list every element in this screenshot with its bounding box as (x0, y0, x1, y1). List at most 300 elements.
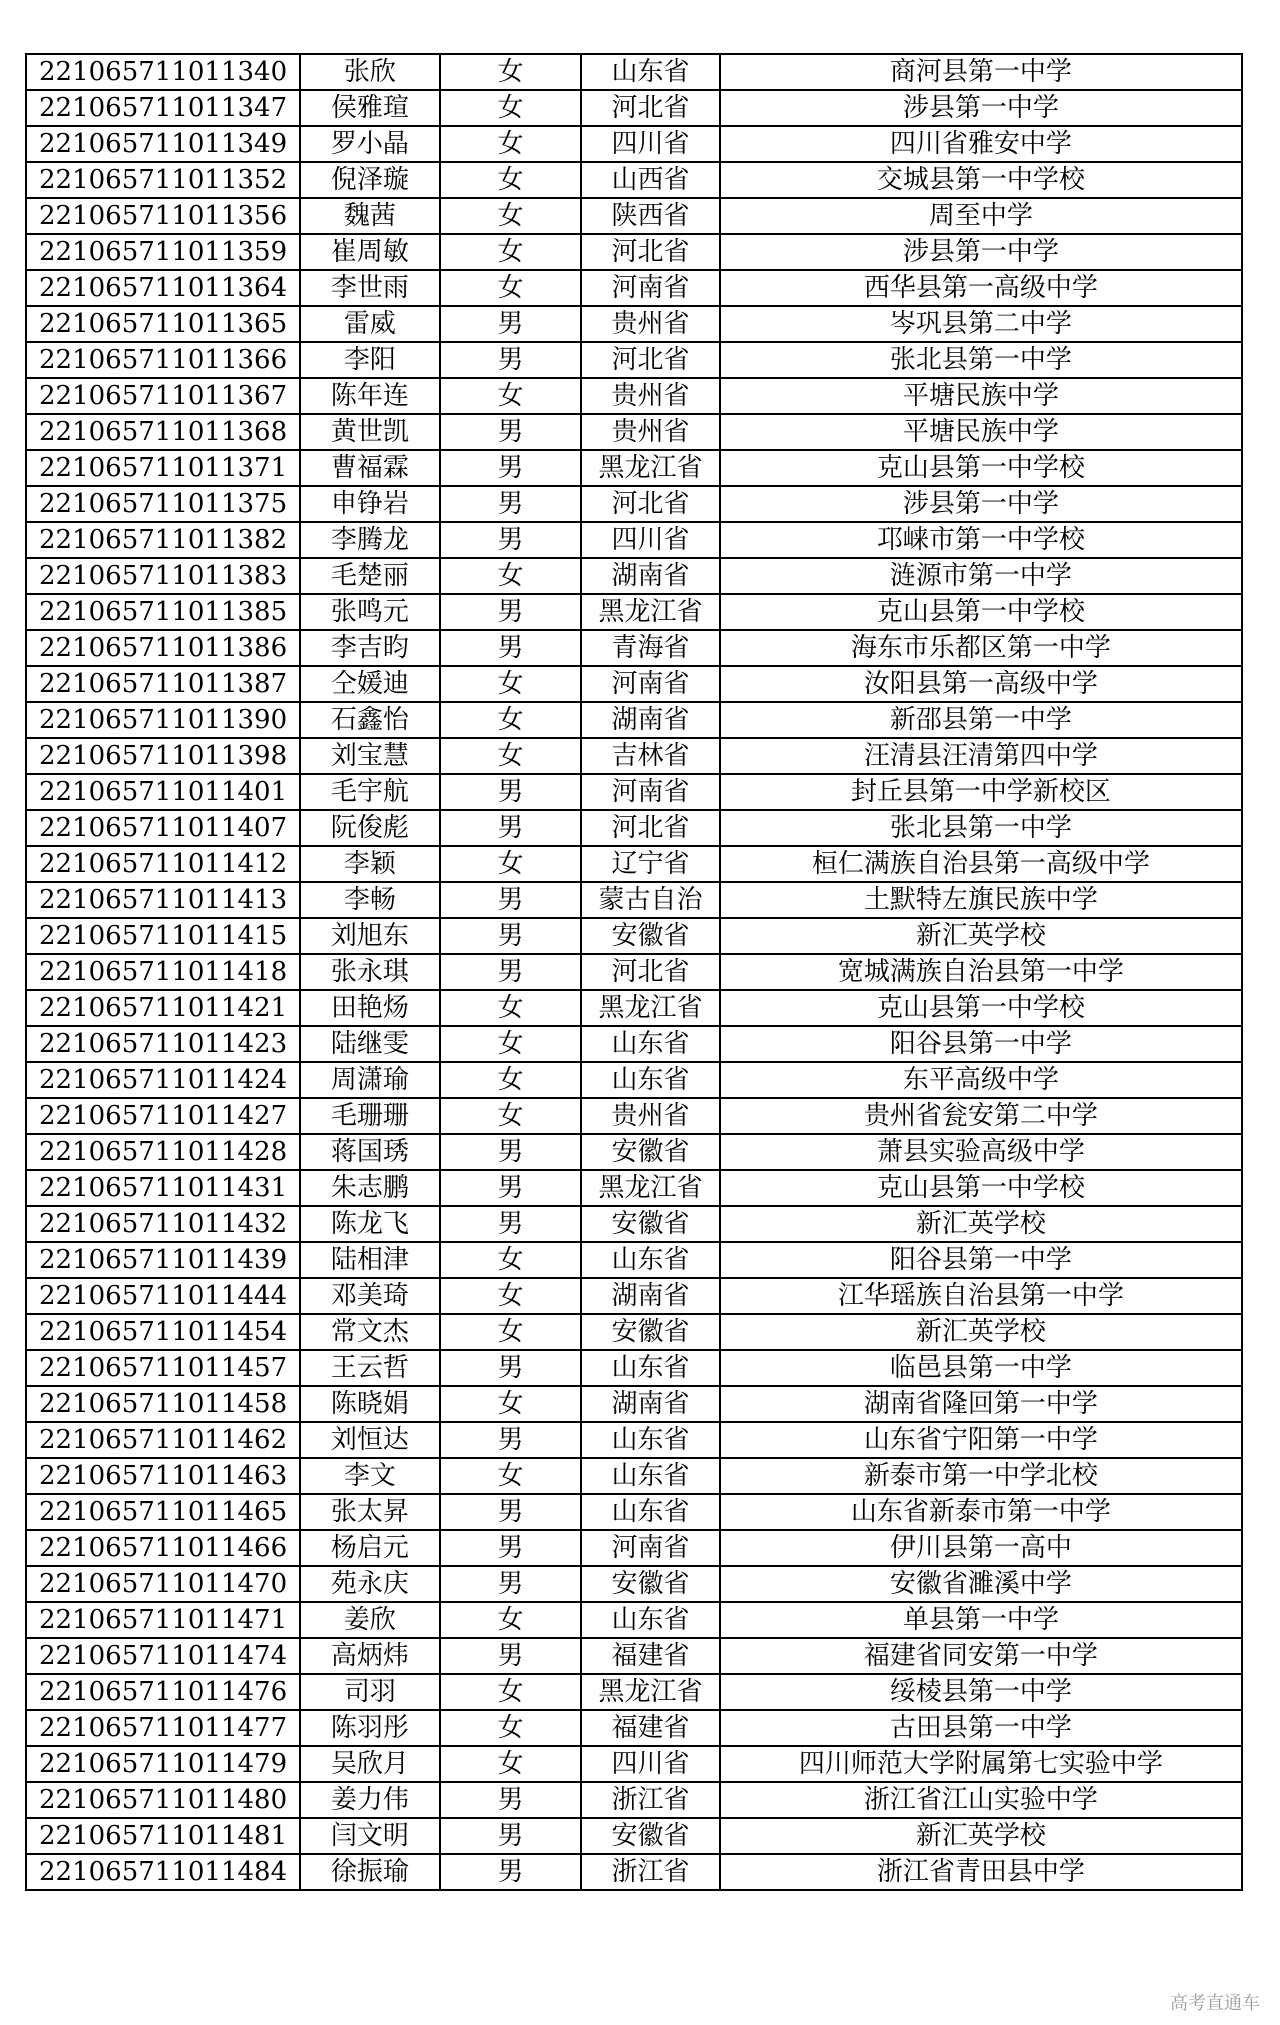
table-row (26, 126, 1242, 162)
name-cell: 姜欣 (300, 1602, 440, 1638)
table-row (26, 1782, 1242, 1818)
table-row (26, 594, 1242, 630)
gender-cell: 女 (440, 702, 582, 738)
candidate-id-cell: 221065711011474 (26, 1638, 300, 1674)
province-cell: 黑龙江省 (581, 1170, 720, 1206)
name-cell: 陆相津 (300, 1242, 440, 1278)
province-cell: 黑龙江省 (581, 990, 720, 1026)
candidate-id-cell: 221065711011365 (26, 306, 300, 342)
province-cell: 河南省 (581, 666, 720, 702)
candidate-id-cell: 221065711011439 (26, 1242, 300, 1278)
table-row (26, 630, 1242, 666)
school-cell: 新汇英学校 (720, 1818, 1242, 1854)
table-row (26, 234, 1242, 270)
school-cell: 新汇英学校 (720, 1314, 1242, 1350)
gender-cell: 女 (440, 1242, 582, 1278)
table-row (26, 990, 1242, 1026)
gender-cell: 女 (440, 1674, 582, 1710)
name-cell: 李颖 (300, 846, 440, 882)
table-row (26, 1386, 1242, 1422)
table-row (26, 882, 1242, 918)
name-cell: 罗小晶 (300, 126, 440, 162)
name-cell: 蒋国琇 (300, 1134, 440, 1170)
province-cell: 安徽省 (581, 1134, 720, 1170)
name-cell: 陈龙飞 (300, 1206, 440, 1242)
school-cell: 邛崃市第一中学校 (720, 522, 1242, 558)
province-cell: 青海省 (581, 630, 720, 666)
school-cell: 四川师范大学附属第七实验中学 (720, 1746, 1242, 1782)
school-cell: 海东市乐都区第一中学 (720, 630, 1242, 666)
province-cell: 山东省 (581, 1242, 720, 1278)
school-cell: 阳谷县第一中学 (720, 1242, 1242, 1278)
name-cell: 崔周敏 (300, 234, 440, 270)
name-cell: 徐振瑜 (300, 1854, 440, 1890)
province-cell: 山东省 (581, 1026, 720, 1062)
table-row (26, 342, 1242, 378)
name-cell: 高炳炜 (300, 1638, 440, 1674)
candidate-id-cell: 221065711011432 (26, 1206, 300, 1242)
school-cell: 湖南省隆回第一中学 (720, 1386, 1242, 1422)
province-cell: 河北省 (581, 234, 720, 270)
school-cell: 交城县第一中学校 (720, 162, 1242, 198)
province-cell: 河北省 (581, 486, 720, 522)
gender-cell: 女 (440, 1386, 582, 1422)
candidate-id-cell: 221065711011385 (26, 594, 300, 630)
gender-cell: 女 (440, 1602, 582, 1638)
gender-cell: 女 (440, 54, 582, 90)
school-cell: 平塘民族中学 (720, 414, 1242, 450)
gender-cell: 男 (440, 306, 582, 342)
school-cell: 山东省新泰市第一中学 (720, 1494, 1242, 1530)
province-cell: 陕西省 (581, 198, 720, 234)
gender-cell: 女 (440, 90, 582, 126)
name-cell: 黄世凯 (300, 414, 440, 450)
candidate-id-cell: 221065711011368 (26, 414, 300, 450)
name-cell: 李阳 (300, 342, 440, 378)
school-cell: 新邵县第一中学 (720, 702, 1242, 738)
candidate-id-cell: 221065711011359 (26, 234, 300, 270)
candidate-id-cell: 221065711011462 (26, 1422, 300, 1458)
table-row (26, 306, 1242, 342)
school-cell: 阳谷县第一中学 (720, 1026, 1242, 1062)
table-row (26, 1818, 1242, 1854)
name-cell: 申铮岩 (300, 486, 440, 522)
school-cell: 平塘民族中学 (720, 378, 1242, 414)
name-cell: 陈年连 (300, 378, 440, 414)
table-row (26, 774, 1242, 810)
gender-cell: 男 (440, 630, 582, 666)
province-cell: 河南省 (581, 270, 720, 306)
school-cell: 涉县第一中学 (720, 90, 1242, 126)
gender-cell: 女 (440, 1458, 582, 1494)
gender-cell: 女 (440, 1746, 582, 1782)
candidate-id-cell: 221065711011421 (26, 990, 300, 1026)
school-cell: 浙江省青田县中学 (720, 1854, 1242, 1890)
gender-cell: 女 (440, 198, 582, 234)
gender-cell: 男 (440, 450, 582, 486)
candidate-id-cell: 221065711011418 (26, 954, 300, 990)
name-cell: 李畅 (300, 882, 440, 918)
table-row (26, 1278, 1242, 1314)
candidate-id-cell: 221065711011454 (26, 1314, 300, 1350)
name-cell: 杨启元 (300, 1530, 440, 1566)
table-row (26, 1350, 1242, 1386)
table-row (26, 666, 1242, 702)
province-cell: 黑龙江省 (581, 594, 720, 630)
school-cell: 伊川县第一高中 (720, 1530, 1242, 1566)
gender-cell: 男 (440, 1818, 582, 1854)
school-cell: 周至中学 (720, 198, 1242, 234)
name-cell: 邓美琦 (300, 1278, 440, 1314)
province-cell: 四川省 (581, 522, 720, 558)
school-cell: 涉县第一中学 (720, 234, 1242, 270)
table-row (26, 1494, 1242, 1530)
name-cell: 石鑫怡 (300, 702, 440, 738)
province-cell: 安徽省 (581, 1206, 720, 1242)
name-cell: 常文杰 (300, 1314, 440, 1350)
school-cell: 克山县第一中学校 (720, 450, 1242, 486)
province-cell: 河北省 (581, 810, 720, 846)
gender-cell: 男 (440, 954, 582, 990)
province-cell: 安徽省 (581, 1818, 720, 1854)
table-row (26, 1746, 1242, 1782)
province-cell: 湖南省 (581, 558, 720, 594)
province-cell: 湖南省 (581, 702, 720, 738)
name-cell: 魏茜 (300, 198, 440, 234)
name-cell: 张太昇 (300, 1494, 440, 1530)
school-cell: 临邑县第一中学 (720, 1350, 1242, 1386)
candidate-id-cell: 221065711011383 (26, 558, 300, 594)
province-cell: 福建省 (581, 1710, 720, 1746)
gender-cell: 女 (440, 738, 582, 774)
name-cell: 毛珊珊 (300, 1098, 440, 1134)
province-cell: 吉林省 (581, 738, 720, 774)
school-cell: 福建省同安第一中学 (720, 1638, 1242, 1674)
province-cell: 安徽省 (581, 918, 720, 954)
school-cell: 安徽省濉溪中学 (720, 1566, 1242, 1602)
school-cell: 商河县第一中学 (720, 54, 1242, 90)
table-row (26, 1098, 1242, 1134)
name-cell: 雷威 (300, 306, 440, 342)
school-cell: 浙江省江山实验中学 (720, 1782, 1242, 1818)
name-cell: 李吉昀 (300, 630, 440, 666)
name-cell: 张鸣元 (300, 594, 440, 630)
gender-cell: 女 (440, 1062, 582, 1098)
province-cell: 山东省 (581, 1494, 720, 1530)
candidate-id-cell: 221065711011479 (26, 1746, 300, 1782)
table-row (26, 1242, 1242, 1278)
candidate-id-cell: 221065711011382 (26, 522, 300, 558)
province-cell: 贵州省 (581, 378, 720, 414)
gender-cell: 女 (440, 270, 582, 306)
table-row (26, 90, 1242, 126)
school-cell: 汪清县汪清第四中学 (720, 738, 1242, 774)
candidate-id-cell: 221065711011471 (26, 1602, 300, 1638)
candidate-id-cell: 221065711011477 (26, 1710, 300, 1746)
school-cell: 绥棱县第一中学 (720, 1674, 1242, 1710)
candidate-id-cell: 221065711011352 (26, 162, 300, 198)
name-cell: 田艳炀 (300, 990, 440, 1026)
candidate-id-cell: 221065711011398 (26, 738, 300, 774)
candidate-id-cell: 221065711011387 (26, 666, 300, 702)
watermark-text: 高考直通车 (1170, 1993, 1260, 2014)
province-cell: 河南省 (581, 774, 720, 810)
table-row (26, 1638, 1242, 1674)
candidate-id-cell: 221065711011371 (26, 450, 300, 486)
school-cell: 新泰市第一中学北校 (720, 1458, 1242, 1494)
candidate-id-cell: 221065711011375 (26, 486, 300, 522)
gender-cell: 男 (440, 342, 582, 378)
candidate-id-cell: 221065711011364 (26, 270, 300, 306)
gender-cell: 女 (440, 1098, 582, 1134)
name-cell: 李世雨 (300, 270, 440, 306)
school-cell: 贵州省瓮安第二中学 (720, 1098, 1242, 1134)
school-cell: 萧县实验高级中学 (720, 1134, 1242, 1170)
gender-cell: 女 (440, 558, 582, 594)
gender-cell: 男 (440, 1854, 582, 1890)
province-cell: 湖南省 (581, 1278, 720, 1314)
name-cell: 张永琪 (300, 954, 440, 990)
candidate-id-cell: 221065711011480 (26, 1782, 300, 1818)
school-cell: 新汇英学校 (720, 918, 1242, 954)
province-cell: 河北省 (581, 954, 720, 990)
candidate-id-cell: 221065711011423 (26, 1026, 300, 1062)
school-cell: 涟源市第一中学 (720, 558, 1242, 594)
table-row (26, 1422, 1242, 1458)
province-cell: 贵州省 (581, 414, 720, 450)
gender-cell: 女 (440, 1278, 582, 1314)
school-cell: 汝阳县第一高级中学 (720, 666, 1242, 702)
table-row (26, 378, 1242, 414)
name-cell: 毛楚丽 (300, 558, 440, 594)
gender-cell: 女 (440, 234, 582, 270)
table-row (26, 1674, 1242, 1710)
school-cell: 张北县第一中学 (720, 342, 1242, 378)
province-cell: 浙江省 (581, 1782, 720, 1818)
province-cell: 山东省 (581, 54, 720, 90)
candidate-id-cell: 221065711011424 (26, 1062, 300, 1098)
province-cell: 浙江省 (581, 1854, 720, 1890)
table-row (26, 1602, 1242, 1638)
gender-cell: 男 (440, 918, 582, 954)
gender-cell: 男 (440, 1530, 582, 1566)
province-cell: 蒙古自治 (581, 882, 720, 918)
name-cell: 闫文明 (300, 1818, 440, 1854)
table-row (26, 450, 1242, 486)
name-cell: 司羽 (300, 1674, 440, 1710)
table-row (26, 738, 1242, 774)
table-row (26, 162, 1242, 198)
table-row (26, 1206, 1242, 1242)
gender-cell: 男 (440, 414, 582, 450)
province-cell: 贵州省 (581, 1098, 720, 1134)
table-row (26, 1170, 1242, 1206)
table-row (26, 702, 1242, 738)
candidate-id-cell: 221065711011466 (26, 1530, 300, 1566)
table-row (26, 1062, 1242, 1098)
school-cell: 单县第一中学 (720, 1602, 1242, 1638)
table-row (26, 1854, 1242, 1890)
name-cell: 仝媛迪 (300, 666, 440, 702)
gender-cell: 男 (440, 882, 582, 918)
school-cell: 东平高级中学 (720, 1062, 1242, 1098)
name-cell: 李文 (300, 1458, 440, 1494)
candidate-id-cell: 221065711011431 (26, 1170, 300, 1206)
school-cell: 土默特左旗民族中学 (720, 882, 1242, 918)
province-cell: 辽宁省 (581, 846, 720, 882)
name-cell: 张欣 (300, 54, 440, 90)
candidate-id-cell: 221065711011340 (26, 54, 300, 90)
candidate-id-cell: 221065711011476 (26, 1674, 300, 1710)
candidate-id-cell: 221065711011349 (26, 126, 300, 162)
school-cell: 江华瑶族自治县第一中学 (720, 1278, 1242, 1314)
name-cell: 阮俊彪 (300, 810, 440, 846)
gender-cell: 男 (440, 1170, 582, 1206)
school-cell: 四川省雅安中学 (720, 126, 1242, 162)
gender-cell: 女 (440, 846, 582, 882)
table-row (26, 1134, 1242, 1170)
province-cell: 山东省 (581, 1458, 720, 1494)
candidate-id-cell: 221065711011347 (26, 90, 300, 126)
gender-cell: 男 (440, 1566, 582, 1602)
province-cell: 福建省 (581, 1638, 720, 1674)
gender-cell: 男 (440, 1494, 582, 1530)
roster-sheet (25, 53, 1243, 1891)
province-cell: 四川省 (581, 1746, 720, 1782)
candidate-id-cell: 221065711011390 (26, 702, 300, 738)
table-row (26, 1026, 1242, 1062)
name-cell: 陈羽彤 (300, 1710, 440, 1746)
table-row (26, 1314, 1242, 1350)
school-cell: 宽城满族自治县第一中学 (720, 954, 1242, 990)
name-cell: 苑永庆 (300, 1566, 440, 1602)
school-cell: 张北县第一中学 (720, 810, 1242, 846)
gender-cell: 男 (440, 594, 582, 630)
name-cell: 曹福霖 (300, 450, 440, 486)
table-row (26, 54, 1242, 90)
candidate-id-cell: 221065711011412 (26, 846, 300, 882)
candidate-id-cell: 221065711011415 (26, 918, 300, 954)
candidate-id-cell: 221065711011463 (26, 1458, 300, 1494)
province-cell: 山西省 (581, 162, 720, 198)
school-cell: 封丘县第一中学新校区 (720, 774, 1242, 810)
gender-cell: 女 (440, 378, 582, 414)
table-row (26, 846, 1242, 882)
table-row (26, 558, 1242, 594)
province-cell: 黑龙江省 (581, 450, 720, 486)
name-cell: 倪泽璇 (300, 162, 440, 198)
table-row (26, 522, 1242, 558)
school-cell: 涉县第一中学 (720, 486, 1242, 522)
table-row (26, 1566, 1242, 1602)
name-cell: 刘宝慧 (300, 738, 440, 774)
province-cell: 贵州省 (581, 306, 720, 342)
school-cell: 克山县第一中学校 (720, 990, 1242, 1026)
gender-cell: 女 (440, 666, 582, 702)
province-cell: 山东省 (581, 1602, 720, 1638)
gender-cell: 男 (440, 1206, 582, 1242)
gender-cell: 男 (440, 1350, 582, 1386)
name-cell: 李腾龙 (300, 522, 440, 558)
province-cell: 黑龙江省 (581, 1674, 720, 1710)
gender-cell: 男 (440, 1638, 582, 1674)
province-cell: 河南省 (581, 1530, 720, 1566)
candidate-id-cell: 221065711011481 (26, 1818, 300, 1854)
candidate-id-cell: 221065711011386 (26, 630, 300, 666)
name-cell: 刘旭东 (300, 918, 440, 954)
candidate-id-cell: 221065711011356 (26, 198, 300, 234)
gender-cell: 女 (440, 990, 582, 1026)
school-cell: 岑巩县第二中学 (720, 306, 1242, 342)
table-row (26, 918, 1242, 954)
province-cell: 安徽省 (581, 1566, 720, 1602)
gender-cell: 男 (440, 1134, 582, 1170)
gender-cell: 男 (440, 1422, 582, 1458)
gender-cell: 女 (440, 1026, 582, 1062)
province-cell: 湖南省 (581, 1386, 720, 1422)
roster-body (26, 54, 1242, 1890)
candidate-id-cell: 221065711011457 (26, 1350, 300, 1386)
table-row (26, 1458, 1242, 1494)
school-cell: 山东省宁阳第一中学 (720, 1422, 1242, 1458)
gender-cell: 男 (440, 522, 582, 558)
school-cell: 西华县第一高级中学 (720, 270, 1242, 306)
table-row (26, 1530, 1242, 1566)
province-cell: 安徽省 (581, 1314, 720, 1350)
candidate-id-cell: 221065711011367 (26, 378, 300, 414)
candidate-id-cell: 221065711011407 (26, 810, 300, 846)
gender-cell: 男 (440, 774, 582, 810)
candidate-id-cell: 221065711011401 (26, 774, 300, 810)
candidate-id-cell: 221065711011413 (26, 882, 300, 918)
table-row (26, 270, 1242, 306)
name-cell: 朱志鹏 (300, 1170, 440, 1206)
school-cell: 克山县第一中学校 (720, 1170, 1242, 1206)
province-cell: 山东省 (581, 1062, 720, 1098)
name-cell: 周潇瑜 (300, 1062, 440, 1098)
candidate-id-cell: 221065711011484 (26, 1854, 300, 1890)
gender-cell: 女 (440, 126, 582, 162)
province-cell: 山东省 (581, 1350, 720, 1386)
gender-cell: 男 (440, 486, 582, 522)
name-cell: 刘恒达 (300, 1422, 440, 1458)
name-cell: 毛宇航 (300, 774, 440, 810)
gender-cell: 男 (440, 810, 582, 846)
name-cell: 陆继雯 (300, 1026, 440, 1062)
name-cell: 侯雅瑄 (300, 90, 440, 126)
province-cell: 河北省 (581, 90, 720, 126)
roster-table (25, 53, 1243, 1891)
gender-cell: 女 (440, 1710, 582, 1746)
school-cell: 新汇英学校 (720, 1206, 1242, 1242)
candidate-id-cell: 221065711011458 (26, 1386, 300, 1422)
gender-cell: 女 (440, 162, 582, 198)
name-cell: 吴欣月 (300, 1746, 440, 1782)
table-row (26, 954, 1242, 990)
candidate-id-cell: 221065711011465 (26, 1494, 300, 1530)
table-row (26, 810, 1242, 846)
candidate-id-cell: 221065711011366 (26, 342, 300, 378)
candidate-id-cell: 221065711011428 (26, 1134, 300, 1170)
province-cell: 四川省 (581, 126, 720, 162)
province-cell: 河北省 (581, 342, 720, 378)
candidate-id-cell: 221065711011427 (26, 1098, 300, 1134)
school-cell: 克山县第一中学校 (720, 594, 1242, 630)
province-cell: 山东省 (581, 1422, 720, 1458)
name-cell: 姜力伟 (300, 1782, 440, 1818)
candidate-id-cell: 221065711011470 (26, 1566, 300, 1602)
table-row (26, 414, 1242, 450)
